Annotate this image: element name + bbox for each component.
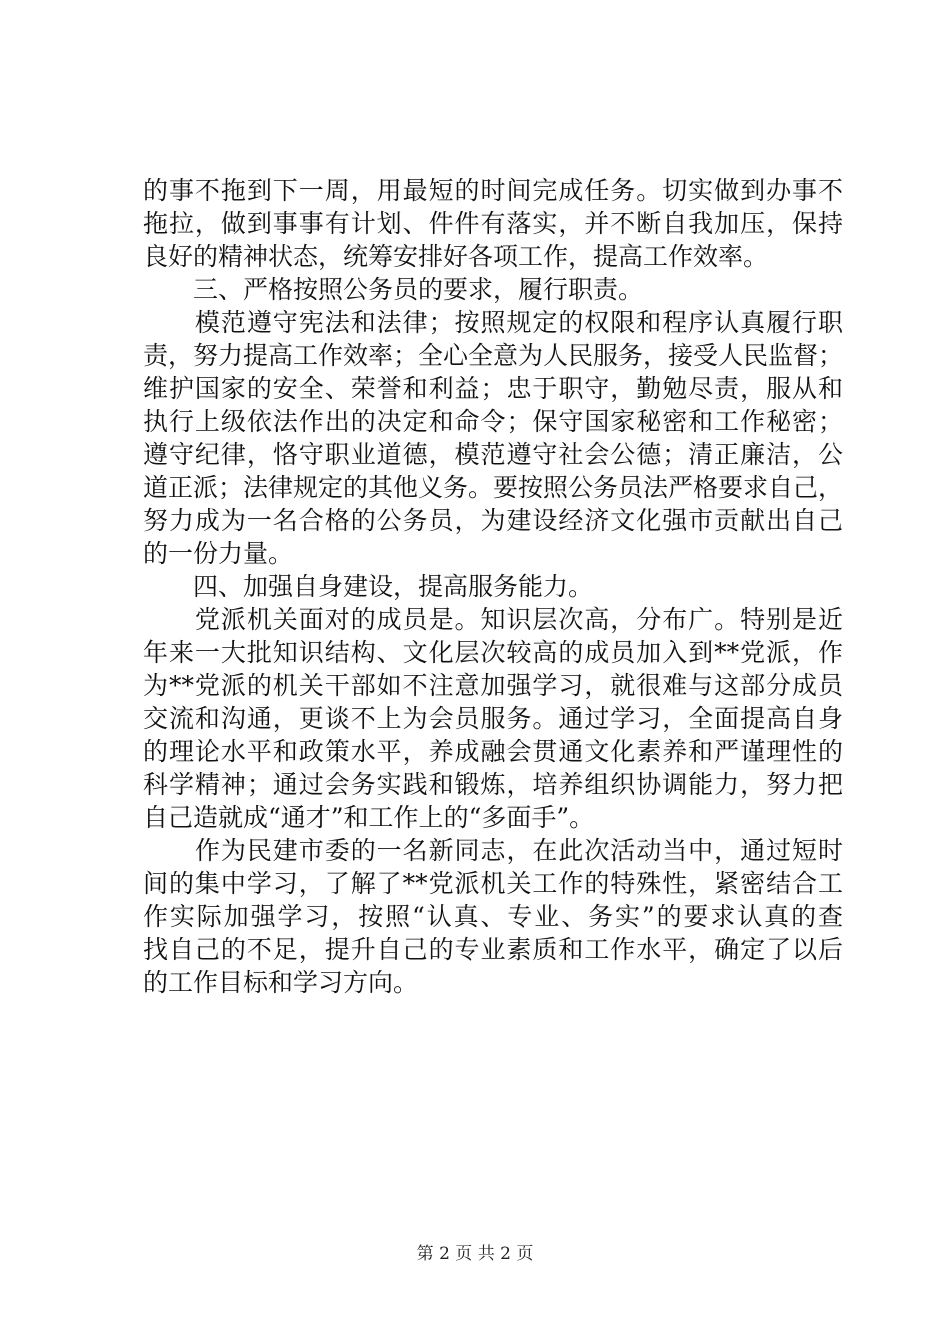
text-line: 间的集中学习，了解了**党派机关工作的特殊性，紧密结合工: [143, 869, 843, 898]
text-line: 良好的精神状态，统筹安排好各项工作，提高工作效率。: [143, 242, 769, 271]
text-line: 的工作目标和学习方向。: [143, 968, 419, 997]
text-line: 责，努力提高工作效率；全心全意为人民服务，接受人民监督；: [143, 341, 844, 370]
text-line: 执行上级依法作出的决定和命令；保守国家秘密和工作秘密；: [143, 407, 843, 436]
text-line: 作为民建市委的一名新同志，在此次活动当中，通过短时: [143, 836, 843, 865]
text-line: 找自己的不足，提升自己的专业素质和工作水平，确定了以后: [143, 935, 843, 964]
text-line: 的一份力量。: [143, 539, 294, 568]
text-line: 模范遵守宪法和法律；按照规定的权限和程序认真履行职: [143, 308, 843, 337]
text-line: 遵守纪律，恪守职业道德，模范遵守社会公德；清正廉洁，公: [143, 440, 843, 469]
text-line: 党派机关面对的成员是。知识层次高，分布广。特别是近: [143, 605, 843, 634]
text-line: 四、加强自身建设，提高服务能力。: [143, 572, 594, 601]
text-line: 的理论水平和政策水平，养成融会贯通文化素养和严谨理性的: [143, 737, 843, 766]
text-line: 道正派；法律规定的其他义务。要按照公务员法严格要求自己，: [143, 473, 844, 502]
text-line: 年来一大批知识结构、文化层次较高的成员加入到**党派，作: [143, 638, 843, 667]
page-footer: 第 2 页 共 2 页: [416, 1244, 534, 1264]
text-line: 三、严格按照公务员的要求，履行职责。: [143, 275, 644, 304]
text-line: 自己造就成“通才”和工作上的“多面手”。: [143, 803, 595, 832]
text-line: 维护国家的安全、荣誉和利益；忠于职守，勤勉尽责，服从和: [143, 374, 843, 403]
text-line: 作实际加强学习，按照“认真、专业、务实”的要求认真的查: [143, 902, 843, 931]
text-line: 科学精神；通过会务实践和锻炼，培养组织协调能力，努力把: [143, 770, 843, 799]
text-line: 拖拉，做到事事有计划、件件有落实，并不断自我加压，保持: [143, 209, 843, 238]
body-text: [143, 174, 843, 999]
text-line: 交流和沟通，更谈不上为会员服务。通过学习，全面提高自身: [143, 704, 843, 733]
text-line: 的事不拖到下一周，用最短的时间完成任务。切实做到办事不: [143, 176, 843, 205]
text-line: 为**党派的机关干部如不注意加强学习，就很难与这部分成员: [143, 671, 843, 700]
text-line: 努力成为一名合格的公务员，为建设经济文化强市贡献出自己: [143, 506, 843, 535]
